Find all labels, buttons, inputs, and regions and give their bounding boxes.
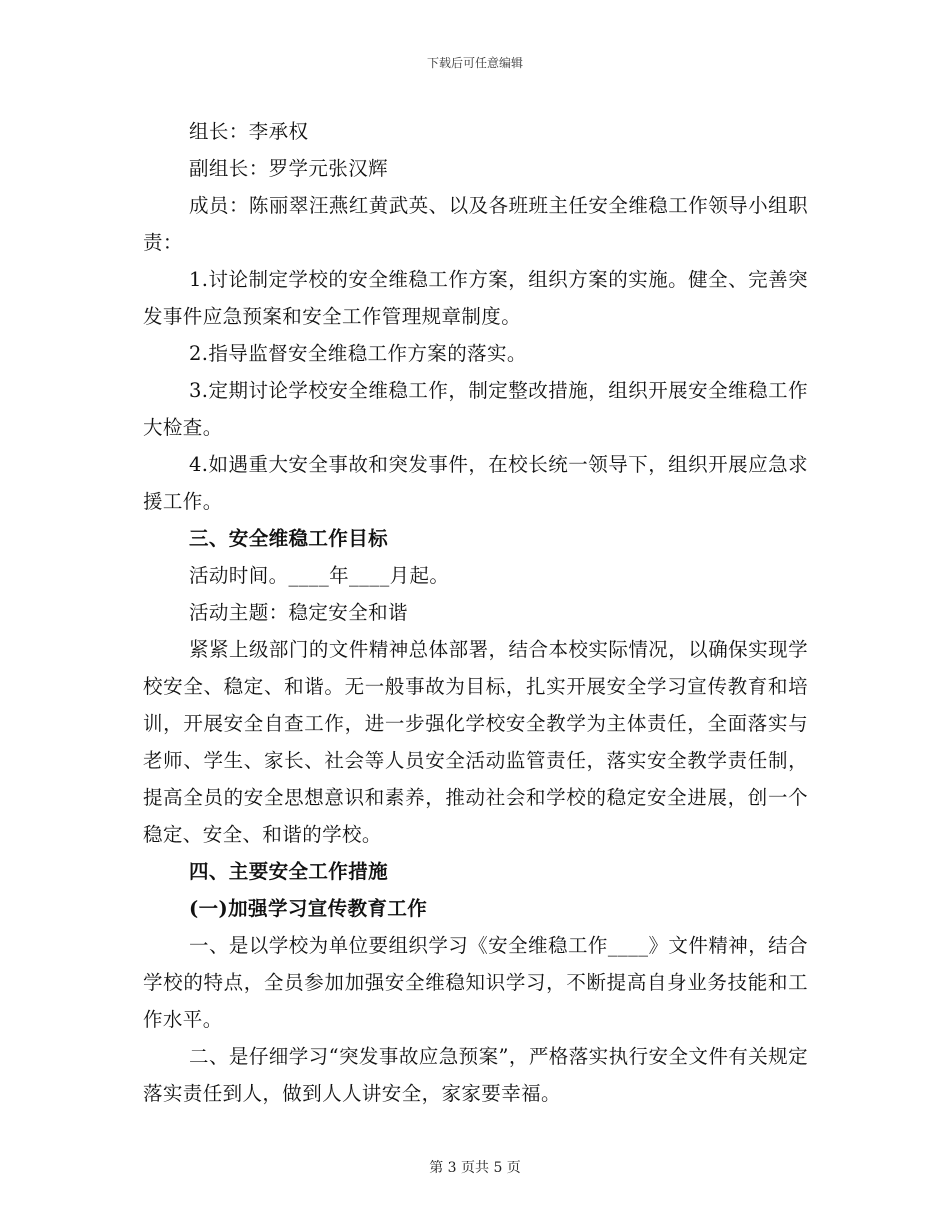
- paragraph-deputy-leader: 副组长：罗学元张汉辉: [189, 157, 389, 180]
- paragraph-activity-time: 活动时间。____年____月起。: [189, 564, 450, 587]
- paragraph-duty-3: 3.定期讨论学校安全维稳工作，制定整改措施，组织开展安全维稳工作大检查。: [143, 379, 808, 439]
- paragraph-goal-body: 紧紧上级部门的文件精神总体部署，结合本校实际情况，以确保实现学校安全、稳定、和谐。无一般事故为目标，扎实开展安全学习宣传教育和培训，开展安全自查工作，进一步强化学校安全教学为主体责任，全面落实与老师、学生、家长、社会等人员安全活动监管责任，落实安全教学责任制，提高全员的安全思想意识和素养，推动社会和学校的稳定安全进展，创一个稳定、安全、和谐的学校。: [143, 638, 808, 846]
- section-heading-3: 三、安全维稳工作目标: [189, 527, 389, 550]
- paragraph-measure-1: 一、是以学校为单位要组织学习《安全维稳工作____》文件精神，结合学校的特点，全员参加加强安全维稳知识学习，不断提高自身业务技能和工作水平。: [143, 934, 808, 1031]
- paragraph-activity-theme: 活动主题：稳定安全和谐: [189, 601, 408, 624]
- paragraph-duty-4: 4.如遇重大安全事故和突发事件，在校长统一领导下，组织开展应急求援工作。: [143, 453, 808, 513]
- subsection-heading-1: (一)加强学习宣传教育工作: [189, 897, 428, 920]
- paragraph-leader: 组长：李承权: [189, 120, 309, 143]
- section-heading-4: 四、主要安全工作措施: [189, 860, 389, 883]
- document-body: [143, 113, 808, 1112]
- paragraph-duty-2: 2.指导监督安全维稳工作方案的落实。: [189, 342, 527, 365]
- paragraph-members: 成员：陈丽翠汪燕红黄武英、以及各班班主任安全维稳工作领导小组职责：: [143, 194, 808, 254]
- paragraph-duty-1: 1.讨论制定学校的安全维稳工作方案，组织方案的实施。健全、完善突发事件应急预案和安全工作管理规章制度。: [143, 268, 808, 328]
- page-footer: 第 3 页共 5 页: [429, 1160, 521, 1176]
- page-header: 下载后可任意编辑: [426, 56, 523, 70]
- paragraph-measure-2: 二、是仔细学习“突发事故应急预案”，严格落实执行安全文件有关规定落实责任到人，做到人人讲安全，家家要幸福。: [143, 1045, 808, 1105]
